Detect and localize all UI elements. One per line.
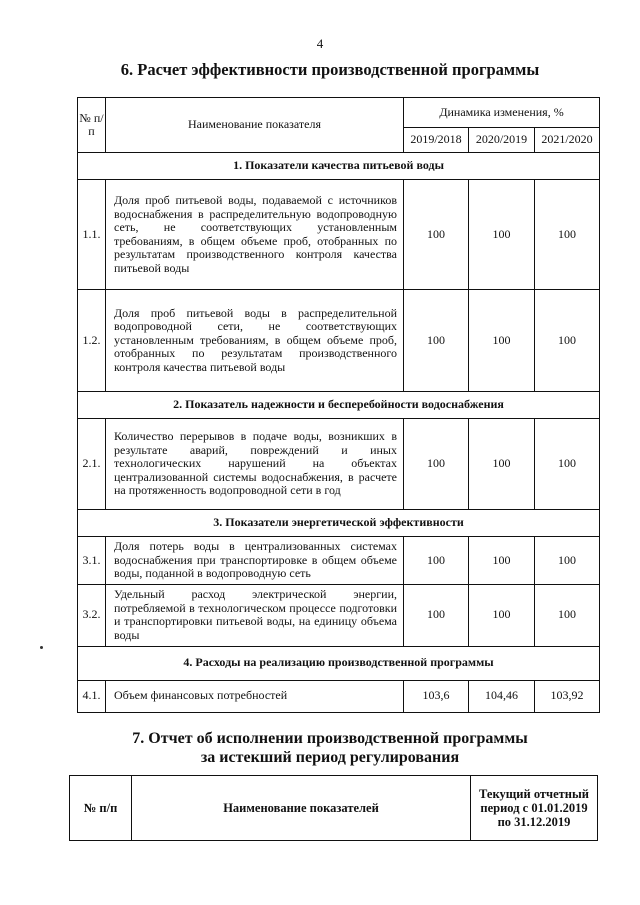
row-value: 103,92 <box>535 680 600 712</box>
row-value: 100 <box>469 419 535 510</box>
row-num: 3.2. <box>78 584 106 646</box>
row-name: Объем финансовых потребностей <box>106 680 404 712</box>
group-title: 2. Показатель надежности и бесперебойности водоснабжения <box>78 392 600 419</box>
row-num: 3.1. <box>78 537 106 585</box>
row-value: 100 <box>535 419 600 510</box>
report-header-period: Текущий отчетный период с 01.01.2019 по 31.12.2019 <box>471 776 598 841</box>
row-value: 100 <box>404 419 469 510</box>
table-row <box>78 419 600 510</box>
table-row <box>78 290 600 392</box>
row-num: 1.2. <box>78 290 106 392</box>
section-7-title-line1: 7. Отчет об исполнении производственной программы <box>132 730 528 747</box>
section-7-title <box>60 729 600 767</box>
page-number: 4 <box>316 36 324 51</box>
row-num: 1.1. <box>78 180 106 290</box>
row-name: Доля проб питьевой воды, подаваемой с источников водоснабжения в распределительную водопроводную сеть, не соответствующих установленным требованиям, в общем объеме проб, отобранных по результатам производственного контроля качества питьевой воды <box>106 180 404 290</box>
header-year: 2019/2018 <box>404 128 469 153</box>
header-year: 2020/2019 <box>469 128 535 153</box>
row-value: 100 <box>469 537 535 585</box>
table-row <box>78 537 600 585</box>
report-header-name: Наименование показателей <box>132 776 471 841</box>
row-value: 100 <box>404 537 469 585</box>
row-value: 100 <box>535 584 600 646</box>
group-title: 3. Показатели энергетической эффективности <box>78 510 600 537</box>
group-title: 1. Показатели качества питьевой воды <box>78 153 600 180</box>
header-num: № п/п <box>78 98 106 153</box>
efficiency-table <box>77 97 600 713</box>
header-dynamics: Динамика изменения, % <box>404 98 600 128</box>
report-header-num: № п/п <box>70 776 132 841</box>
row-name: Количество перерывов в подаче воды, возникших в результате аварий, повреждений и иных технологических нарушений на объектах централизованной системы водоснабжения, в расчете на протяженность водопроводной сети в год <box>106 419 404 510</box>
header-name: Наименование показателя <box>106 98 404 153</box>
row-value: 100 <box>469 584 535 646</box>
row-value: 104,46 <box>469 680 535 712</box>
row-value: 100 <box>535 290 600 392</box>
scan-speck <box>40 646 43 649</box>
row-num: 4.1. <box>78 680 106 712</box>
row-value: 103,6 <box>404 680 469 712</box>
row-value: 100 <box>404 180 469 290</box>
table-row <box>78 584 600 646</box>
section-6-title: 6. Расчет эффективности производственной программы <box>120 60 540 79</box>
table-row <box>78 680 600 712</box>
row-value: 100 <box>535 180 600 290</box>
row-name: Доля потерь воды в централизованных системах водоснабжения при транспортировке в общем объеме воды, поданной в водопроводную сеть <box>106 537 404 585</box>
row-name: Доля проб питьевой воды в распределительной водопроводной сети, не соответствующих установленным требованиям, в общем объеме проб, отобранных по результатам производственного контроля качества питьевой воды <box>106 290 404 392</box>
row-num: 2.1. <box>78 419 106 510</box>
row-value: 100 <box>469 180 535 290</box>
row-value: 100 <box>404 584 469 646</box>
row-value: 100 <box>469 290 535 392</box>
row-name: Удельный расход электрической энергии, потребляемой в технологическом процессе подготовки и транспортировки питьевой воды, на единицу объема воды <box>106 584 404 646</box>
table-row <box>78 180 600 290</box>
row-value: 100 <box>535 537 600 585</box>
group-title: 4. Расходы на реализацию производственной программы <box>78 646 600 680</box>
header-year: 2021/2020 <box>535 128 600 153</box>
row-value: 100 <box>404 290 469 392</box>
report-table <box>69 775 598 841</box>
section-7-title-line2: за истекший период регулирования <box>200 749 460 766</box>
